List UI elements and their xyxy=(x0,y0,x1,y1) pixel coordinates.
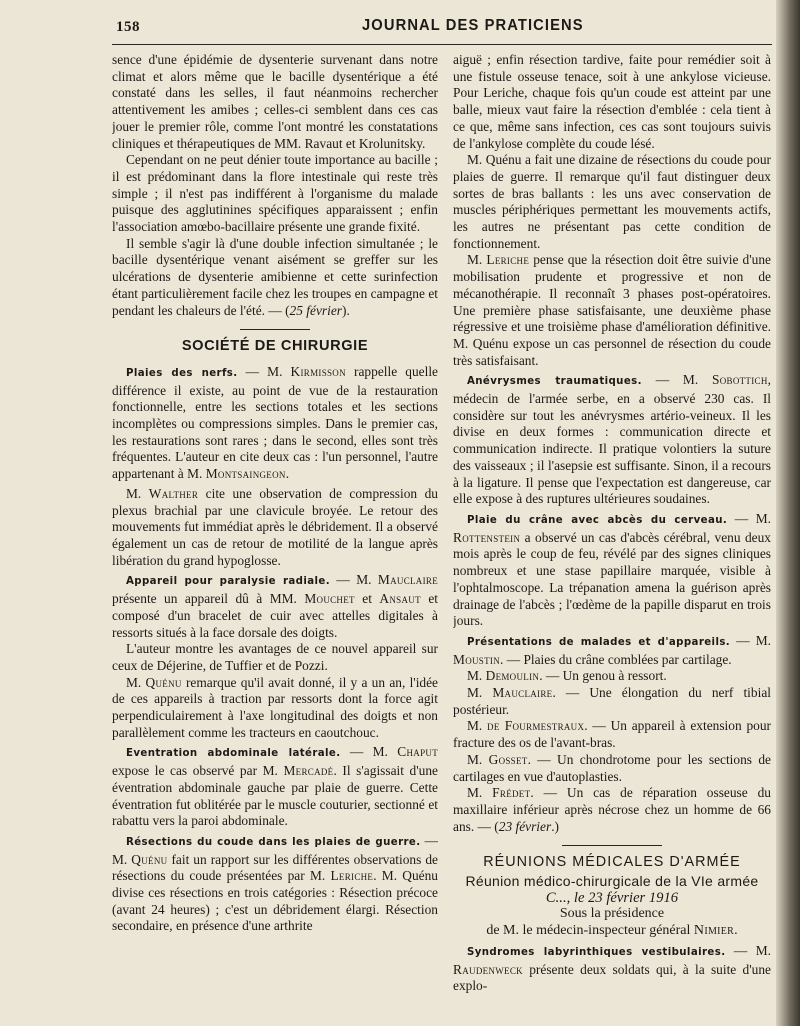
author-name: Montsaingeon xyxy=(205,466,286,482)
paragraph xyxy=(112,486,438,570)
text: .) xyxy=(551,818,559,834)
text: . — Une élongation du nerf tibial postérieur. xyxy=(453,685,771,717)
author-name: Chaput xyxy=(397,744,438,760)
text: — M. xyxy=(725,942,771,958)
paragraph: sence d'une épidémie de dysenterie survenant dans notre climat et alors même que le bacille dysentérique a été constaté dans les selles, il faut néanmoins rechercher attentivement les amibes ; celles-ci semblent dans ces cas jouer le premier rôle, comme l'ont montré les constatations cliniques et thérapeutiques de MM. Ravaut et Krolunitsky. xyxy=(112,52,438,151)
paragraph: Cependant on ne peut dénier toute importance au bacille ; il est prédominant dans la flore intestinale qui reste très simple ; il n'est pas indifférent à l'organisme du malade puisque des agglutinines spécifiques apparaissent ; enfin l'association amœbo-bacillaire présente une grande fixité. xyxy=(112,152,438,235)
section-title-chirurgie: SOCIÉTÉ DE CHIRURGIE xyxy=(181,338,369,355)
text: de M. le médecin-inspecteur général xyxy=(486,923,694,939)
author-name: Leriche xyxy=(486,252,530,268)
article-paralysie-radiale xyxy=(112,572,438,641)
article-plaie-crane xyxy=(453,511,771,630)
author-name: Kirmisson xyxy=(290,363,346,379)
author-name: Sobottich xyxy=(711,372,768,388)
paragraph xyxy=(453,752,771,785)
author-name: Mouchet xyxy=(304,591,355,607)
paragraph-text: Il semble s'agir là d'une double infection simultanée ; le bacille dysentérique venant aisément se greffer sur les ulcérations de dysenterie amibienne et cette surinfection étant particulièrement facile chez les troupes en campagne et pendant les chaleurs de l'été. — ( xyxy=(112,235,438,318)
author-name: Ansaut xyxy=(379,591,421,607)
author-name: Frédet xyxy=(492,785,531,801)
meeting-date: C..., le 23 février 1916 xyxy=(545,889,679,906)
paragraph: L'auteur montre les avantages de ce nouvel appareil sur ceux de Déjerine, de Tuffier et de Pozzi. xyxy=(112,641,438,673)
paragraph xyxy=(453,718,771,751)
text: et xyxy=(354,591,380,607)
text: M. xyxy=(467,252,487,268)
text: présente deux soldats qui, à la suite d'une explo- xyxy=(453,961,771,994)
paragraph xyxy=(112,236,438,320)
text: M. xyxy=(467,751,489,767)
author-name: Gosset xyxy=(488,751,528,767)
text: — M. xyxy=(730,632,771,648)
text: M. xyxy=(126,674,146,690)
paragraph xyxy=(453,668,771,685)
rubric-title: Eventration abdominale latérale. xyxy=(126,748,341,760)
text: . — Plaies du crâne comblées par cartilage. xyxy=(500,651,732,667)
article-anevrysmes xyxy=(453,372,771,508)
author-name: Mauclaire xyxy=(377,572,438,588)
article-plaies-nerfs xyxy=(112,364,438,483)
author-name: Moustin xyxy=(453,651,501,667)
text: — M. xyxy=(329,572,378,588)
text: , médecin de l'armée serbe, en a observé 230 cas. Il considère sur tout les anévrysmes artério-veineux. Il les divise en deux formes : communication directe et communication indirecte. Il pratique volontiers la suture des vaisseaux ; il l'asepsie est suffisante. Sinon, il a recours à la ligature. Il pense que l'expectation est dangereuse, car elle expose à des ruptures ultérieures soudaines. xyxy=(453,372,771,507)
text: M. xyxy=(467,685,493,701)
paragraph xyxy=(453,785,771,835)
paragraph xyxy=(453,252,771,369)
text: fait un rapport sur les différentes observations de résections du coude présentées par M. xyxy=(112,851,438,884)
author-name: Walther xyxy=(148,485,199,501)
paragraph xyxy=(112,675,438,742)
text: . xyxy=(734,923,738,939)
text: . — Un chondrotome pour les sections de cartilages en vue d'autoplasties. xyxy=(453,751,771,784)
text: . — Un appareil à extension pour fracture des os de l'avant-bras. xyxy=(453,718,771,751)
author-name: Nimier xyxy=(693,923,735,939)
author-name: Raudenweck xyxy=(453,961,523,977)
text: M. xyxy=(467,785,493,801)
text: — M. xyxy=(237,363,291,379)
rubric-title: Appareil pour paralysie radiale. xyxy=(126,576,330,588)
text: . Il s'agissait d'une éventration abdominale gauche par plaie de guerre. Cette éventration fut oblitérée par le muscle couturier, sectionné et rabattu vers la paroi abdominale. xyxy=(112,763,438,829)
text: a observé un cas d'abcès cérébral, venu deux mois après le coup de feu, révélé par des signes cliniques nombreux et une stase papillaire marquée, visible à l'ophtalmoscope. La trépanation amena la guérison après drainage de l'abcès ; l'œdème de la papille disparut en trois jours. xyxy=(453,529,771,629)
text: et composé d'un bracelet de cuir avec attelles digitales à ressorts situés à la face dorsale des doigts. xyxy=(112,591,438,640)
text: expose le cas observé par M. xyxy=(112,763,284,779)
rubric-title: Plaie du crâne avec abcès du cerveau. xyxy=(467,514,728,526)
paragraph: aiguë ; enfin résection tardive, faite pour remédier soit à une fistule osseuse tenace, soit à une ankylose vicieuse. Pour Leriche, chaque fois qu'un coude est atteint par une balle, mieux vaut faire la résection d'emblée : cela tient à ce que, même sans infection, ces cas sont toujours suivis de l'ankylose complète du coude lésé. xyxy=(453,52,771,151)
text: rappelle quelle différence il existe, au point de vue de la restauration fonctionnelle, entre les sections totales et les sections incomplètes ou compressions simples. Dans le premier cas, les restaurations sont rares ; dans le second, elles sont très fréquentes. L'auteur en cite deux cas : l'un personnel, l'autre appartenant à M. xyxy=(112,363,438,482)
rubric-title: Plaies des nerfs. xyxy=(126,367,238,379)
page-binding-edge xyxy=(776,0,800,1026)
date-italic: 23 février xyxy=(498,818,552,834)
author-name: Quénu xyxy=(131,851,168,867)
text: remarque qu'il avait donné, il y a un an, l'idée de ces appareils à traction par ressorts dont la force agit perpendiculairement à l'axe longitudinal des doigts et non parallèlement comme les tracteurs en caoutchouc. xyxy=(112,674,438,740)
rubric-title: Syndromes labyrinthiques vestibulaires. xyxy=(467,946,726,958)
date-italic: 25 février xyxy=(289,302,342,318)
text: . — Un genou à ressort. xyxy=(539,668,667,684)
rubric-title: Présentations de malades et d'appareils. xyxy=(467,636,731,648)
page-number: 158 xyxy=(116,19,140,35)
author-name: Quénu xyxy=(145,674,182,690)
text: cite une observation de compression du plexus brachial par une clavicule broyée. Le retour des mouvements fut immédiat après le débridement. Il a observé également un cas de retour de motilité de la langue après libération du grand hypoglosse. xyxy=(112,485,438,568)
rubric-title: Résections du coude dans les plaies de guerre. xyxy=(126,836,421,848)
presidency-line xyxy=(453,923,771,940)
article-resections-coude xyxy=(112,833,438,935)
text: M. xyxy=(467,668,486,684)
author-name: Demoulin xyxy=(485,668,540,684)
paragraph-text: ). xyxy=(341,302,350,318)
text: — M. xyxy=(727,510,771,526)
article-eventration xyxy=(112,744,438,830)
rubric-title: Anévrysmes traumatiques. xyxy=(467,376,642,388)
author-name: Mauclaire xyxy=(492,685,553,701)
presidency-line: Sous la présidence xyxy=(559,906,665,922)
text: — M. xyxy=(641,372,712,388)
text: — M. xyxy=(112,832,438,867)
article-syndromes xyxy=(453,943,771,995)
section-divider xyxy=(240,329,310,330)
text: . M. Quénu divise ces résections en trois catégories : Résection précoce (avant 24 heures) ; c'est un débridement élargi. Résection secondaire, en présence d'une arthrite xyxy=(112,868,438,934)
section-title-reunions: RÉUNIONS MÉDICALES D'ARMÉE xyxy=(483,854,741,871)
text: . — Un cas de réparation osseuse du maxillaire inférieur après nécrose chez un homme de 66 ans. — ( xyxy=(453,785,771,834)
paragraph xyxy=(453,685,771,718)
meeting-name: Réunion médico-chirurgicale de la VIe armée xyxy=(465,873,759,890)
text: — M. xyxy=(340,744,398,760)
article-presentations xyxy=(453,633,771,668)
author-name: Leriche xyxy=(330,868,374,884)
text: M. xyxy=(467,718,488,734)
text: pense que la résection doit être suivie d'une mobilisation prudente et progressive et non de mécanothérapie. Il reconnaît 3 phases post-opératoires. Une première phase satisfaisante, une deuxième phase régressive et une troisième phase d'amélioration définitive. M. Quénu expose un cas personnel de résection du coude très satisfaisant. xyxy=(453,252,771,368)
running-header xyxy=(112,16,772,40)
right-column xyxy=(453,52,771,1018)
text: présente un appareil dû à MM. xyxy=(112,591,305,607)
paragraph: M. Quénu a fait une dizaine de résections du coude pour plaies de guerre. Il remarque qu'il faut distinguer deux sortes de bras ballants : les uns avec conservation de muscles périphériques permettant les mouvements actifs, les autres ne présentant pas cette condition de fonctionnement. xyxy=(453,152,771,251)
author-name: Mercadé xyxy=(283,763,334,779)
left-column xyxy=(112,52,438,1018)
text: M. xyxy=(126,485,149,501)
text: . xyxy=(285,466,290,482)
journal-title: JOURNAL DES PRATICIENS xyxy=(362,17,584,34)
section-divider xyxy=(562,845,662,846)
header-rule xyxy=(112,44,772,45)
author-name: de Fourmestraux xyxy=(487,718,585,734)
author-name: Rottenstein xyxy=(453,529,521,545)
